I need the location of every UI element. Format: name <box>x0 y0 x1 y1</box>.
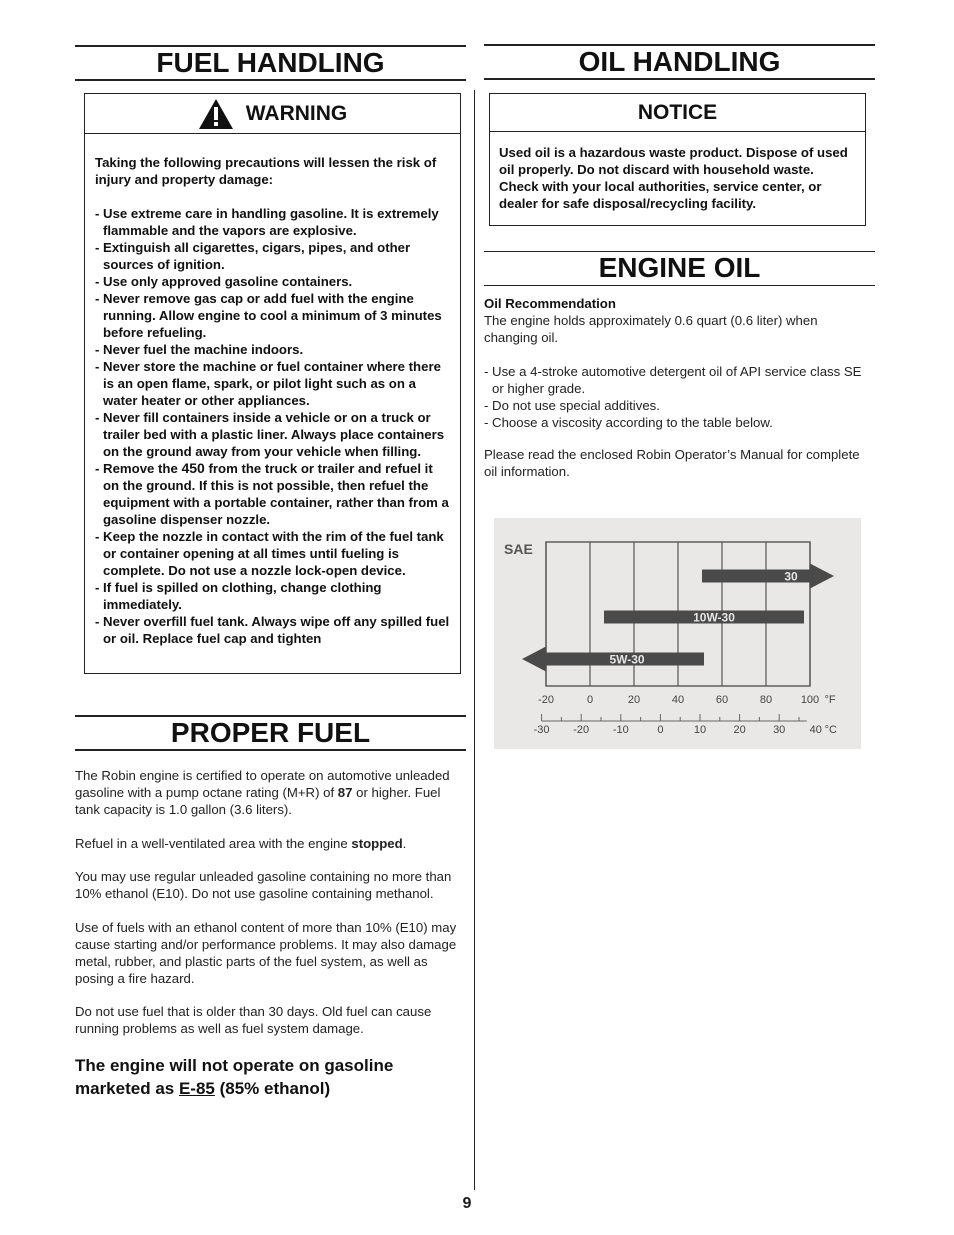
oil-capacity-text: The engine holds approximately 0.6 quart (0.6 liter) when changing oil. <box>484 313 818 345</box>
celsius-tick-label: -30 <box>533 724 550 736</box>
warning-box <box>84 93 461 674</box>
celsius-tick-label: 20 <box>733 724 746 736</box>
warning-item: - Never fill containers inside a vehicle or on a truck or trailer bed with a plastic liner. Always place containers on the ground away from your vehicle when filling. <box>95 410 445 459</box>
e85-warning <box>75 1054 467 1100</box>
e85-link[interactable]: E-85 <box>178 1078 215 1098</box>
proper-fuel-body <box>75 767 467 1100</box>
oil-handling-heading <box>484 44 875 80</box>
sae-label: SAE <box>504 541 533 557</box>
warning-intro: Taking the following precautions will lessen the risk of injury and property damage: <box>95 155 437 187</box>
oil-recommendation-heading: Oil Recommendation <box>484 296 616 311</box>
pf-p2-text-a: Refuel in a well-ventilated area with the engine <box>75 835 352 851</box>
fahrenheit-tick-label: 40 <box>671 694 685 706</box>
engine-oil-heading <box>484 251 875 286</box>
warning-item: - Never store the machine or fuel container where there is an open flame, spark, or pilot light such as on a water heater or other appliances. <box>95 359 441 408</box>
engine-oil-title: ENGINE OIL <box>598 252 761 283</box>
oil-item: - Do not use special additives. <box>484 397 660 413</box>
notice-text: Used oil is a hazardous waste product. Dispose of used oil properly. Do not discard with household waste. Check with your local authorities, service center, or dealer for safe disposal/recycling facility. <box>499 145 848 211</box>
warning-item: - Never overfill fuel tank. Always wipe off any spilled fuel or oil. Replace fuel cap and tighten <box>95 614 450 646</box>
oil-item: - Choose a viscosity according to the table below. <box>484 414 773 430</box>
pf-p1-text-b: or higher. Fuel tank capacity is 1.0 gallon (3.6 liters). <box>75 785 441 817</box>
proper-fuel-paragraph: Use of fuels with an ethanol content of more than 10% (E10) may cause starting and/or performance problems. It may also damage metal, rubber, and plastic parts of the fuel system, as well as posing a fire hazard. <box>75 919 457 986</box>
proper-fuel-paragraph: You may use regular unleaded gasoline containing no more than 10% ethanol (E10). Do not use gasoline containing methanol. <box>75 869 452 901</box>
model-number: 450 <box>181 460 205 476</box>
warning-triangle-icon <box>198 98 234 130</box>
warning-item: - Extinguish all cigarettes, cigars, pipes, and other sources of ignition. <box>95 240 411 272</box>
fuel-handling-heading <box>75 45 466 81</box>
series-label: 5W-30 <box>609 652 645 667</box>
notice-label: NOTICE <box>637 100 718 124</box>
warning-item: - Never remove gas cap or add fuel with the engine running. Allow engine to cool a minimum of 3 minutes before refueling. <box>95 291 442 340</box>
notice-box <box>489 93 866 226</box>
fahrenheit-tick-label: 60 <box>715 694 729 706</box>
fahrenheit-tick-label: 20 <box>627 694 641 706</box>
viscosity-chart-svg <box>494 518 861 749</box>
series-label: 30 <box>784 569 798 584</box>
pf-p2-bold: stopped <box>351 835 403 851</box>
oil-item: - Use a 4-stroke automotive detergent oil of API service class SE or higher grade. <box>484 363 862 396</box>
fuel-handling-title: FUEL HANDLING <box>156 47 385 78</box>
celsius-unit-label: °C <box>824 724 837 736</box>
celsius-tick-label: 40 <box>809 724 822 736</box>
warning-item: - If fuel is spilled on clothing, change clothing immediately. <box>95 580 382 612</box>
warning-item-remove-text-a: - Remove the <box>95 461 182 476</box>
viscosity-chart <box>494 518 861 749</box>
fahrenheit-tick-label: 80 <box>759 694 773 706</box>
e85-warning-text-a: The engine will not operate on gasoline marketed as <box>75 1055 394 1098</box>
oil-closing-text: Please read the enclosed Robin Operator’s Manual for complete oil information. <box>484 446 860 479</box>
column-divider <box>474 90 475 1190</box>
pf-p1-text-a: The Robin engine is certified to operate on automotive unleaded gasoline with a pump octane rating (M+R) of <box>75 768 450 800</box>
proper-fuel-title: PROPER FUEL <box>170 717 371 748</box>
fahrenheit-tick-label: 0 <box>586 694 594 706</box>
proper-fuel-heading <box>75 715 466 751</box>
proper-fuel-paragraph <box>75 835 467 852</box>
fahrenheit-unit-label: °F <box>824 694 836 706</box>
warning-content <box>85 134 460 647</box>
engine-oil-body <box>484 295 868 480</box>
fahrenheit-tick-label: 100 <box>800 694 820 706</box>
celsius-tick-label: 30 <box>773 724 786 736</box>
warning-item-remove-machine <box>95 460 450 528</box>
warning-item: - Never fuel the machine indoors. <box>95 342 304 357</box>
pf-p2-text-b: . <box>402 835 407 851</box>
warning-header <box>85 94 460 134</box>
celsius-tick-label: -10 <box>612 724 629 736</box>
page-number: 9 <box>462 1195 472 1212</box>
warning-item: - Keep the nozzle in contact with the rim of the fuel tank or container opening at all times until fueling is complete. Do not use a nozzle lock-open device. <box>95 529 444 578</box>
series-label: 10W-30 <box>693 610 735 625</box>
proper-fuel-paragraph: Do not use fuel that is older than 30 days. Old fuel can cause running problems as well as fuel system damage. <box>75 1004 432 1036</box>
fahrenheit-tick-label: -20 <box>538 694 554 706</box>
warning-label: WARNING <box>245 101 348 125</box>
octane-rating: 87 <box>337 785 353 800</box>
warning-item: - Use only approved gasoline containers. <box>95 274 353 289</box>
warning-item-remove-text-b: from the truck or trailer and refuel it on the ground. If this is not possible, then refuel the equipment with a portable container, rather than from a gasoline dispenser nozzle. <box>103 461 449 527</box>
oil-handling-title: OIL HANDLING <box>578 46 781 77</box>
proper-fuel-paragraph <box>75 767 467 818</box>
celsius-tick-label: -20 <box>573 724 590 736</box>
celsius-tick-label: 10 <box>693 724 707 736</box>
celsius-tick-label: 0 <box>657 724 664 736</box>
notice-header <box>490 94 865 132</box>
e85-warning-text-b: (85% ethanol) <box>214 1078 331 1098</box>
warning-item: - Use extreme care in handling gasoline. It is extremely flammable and the vapors are explosive. <box>95 206 439 238</box>
